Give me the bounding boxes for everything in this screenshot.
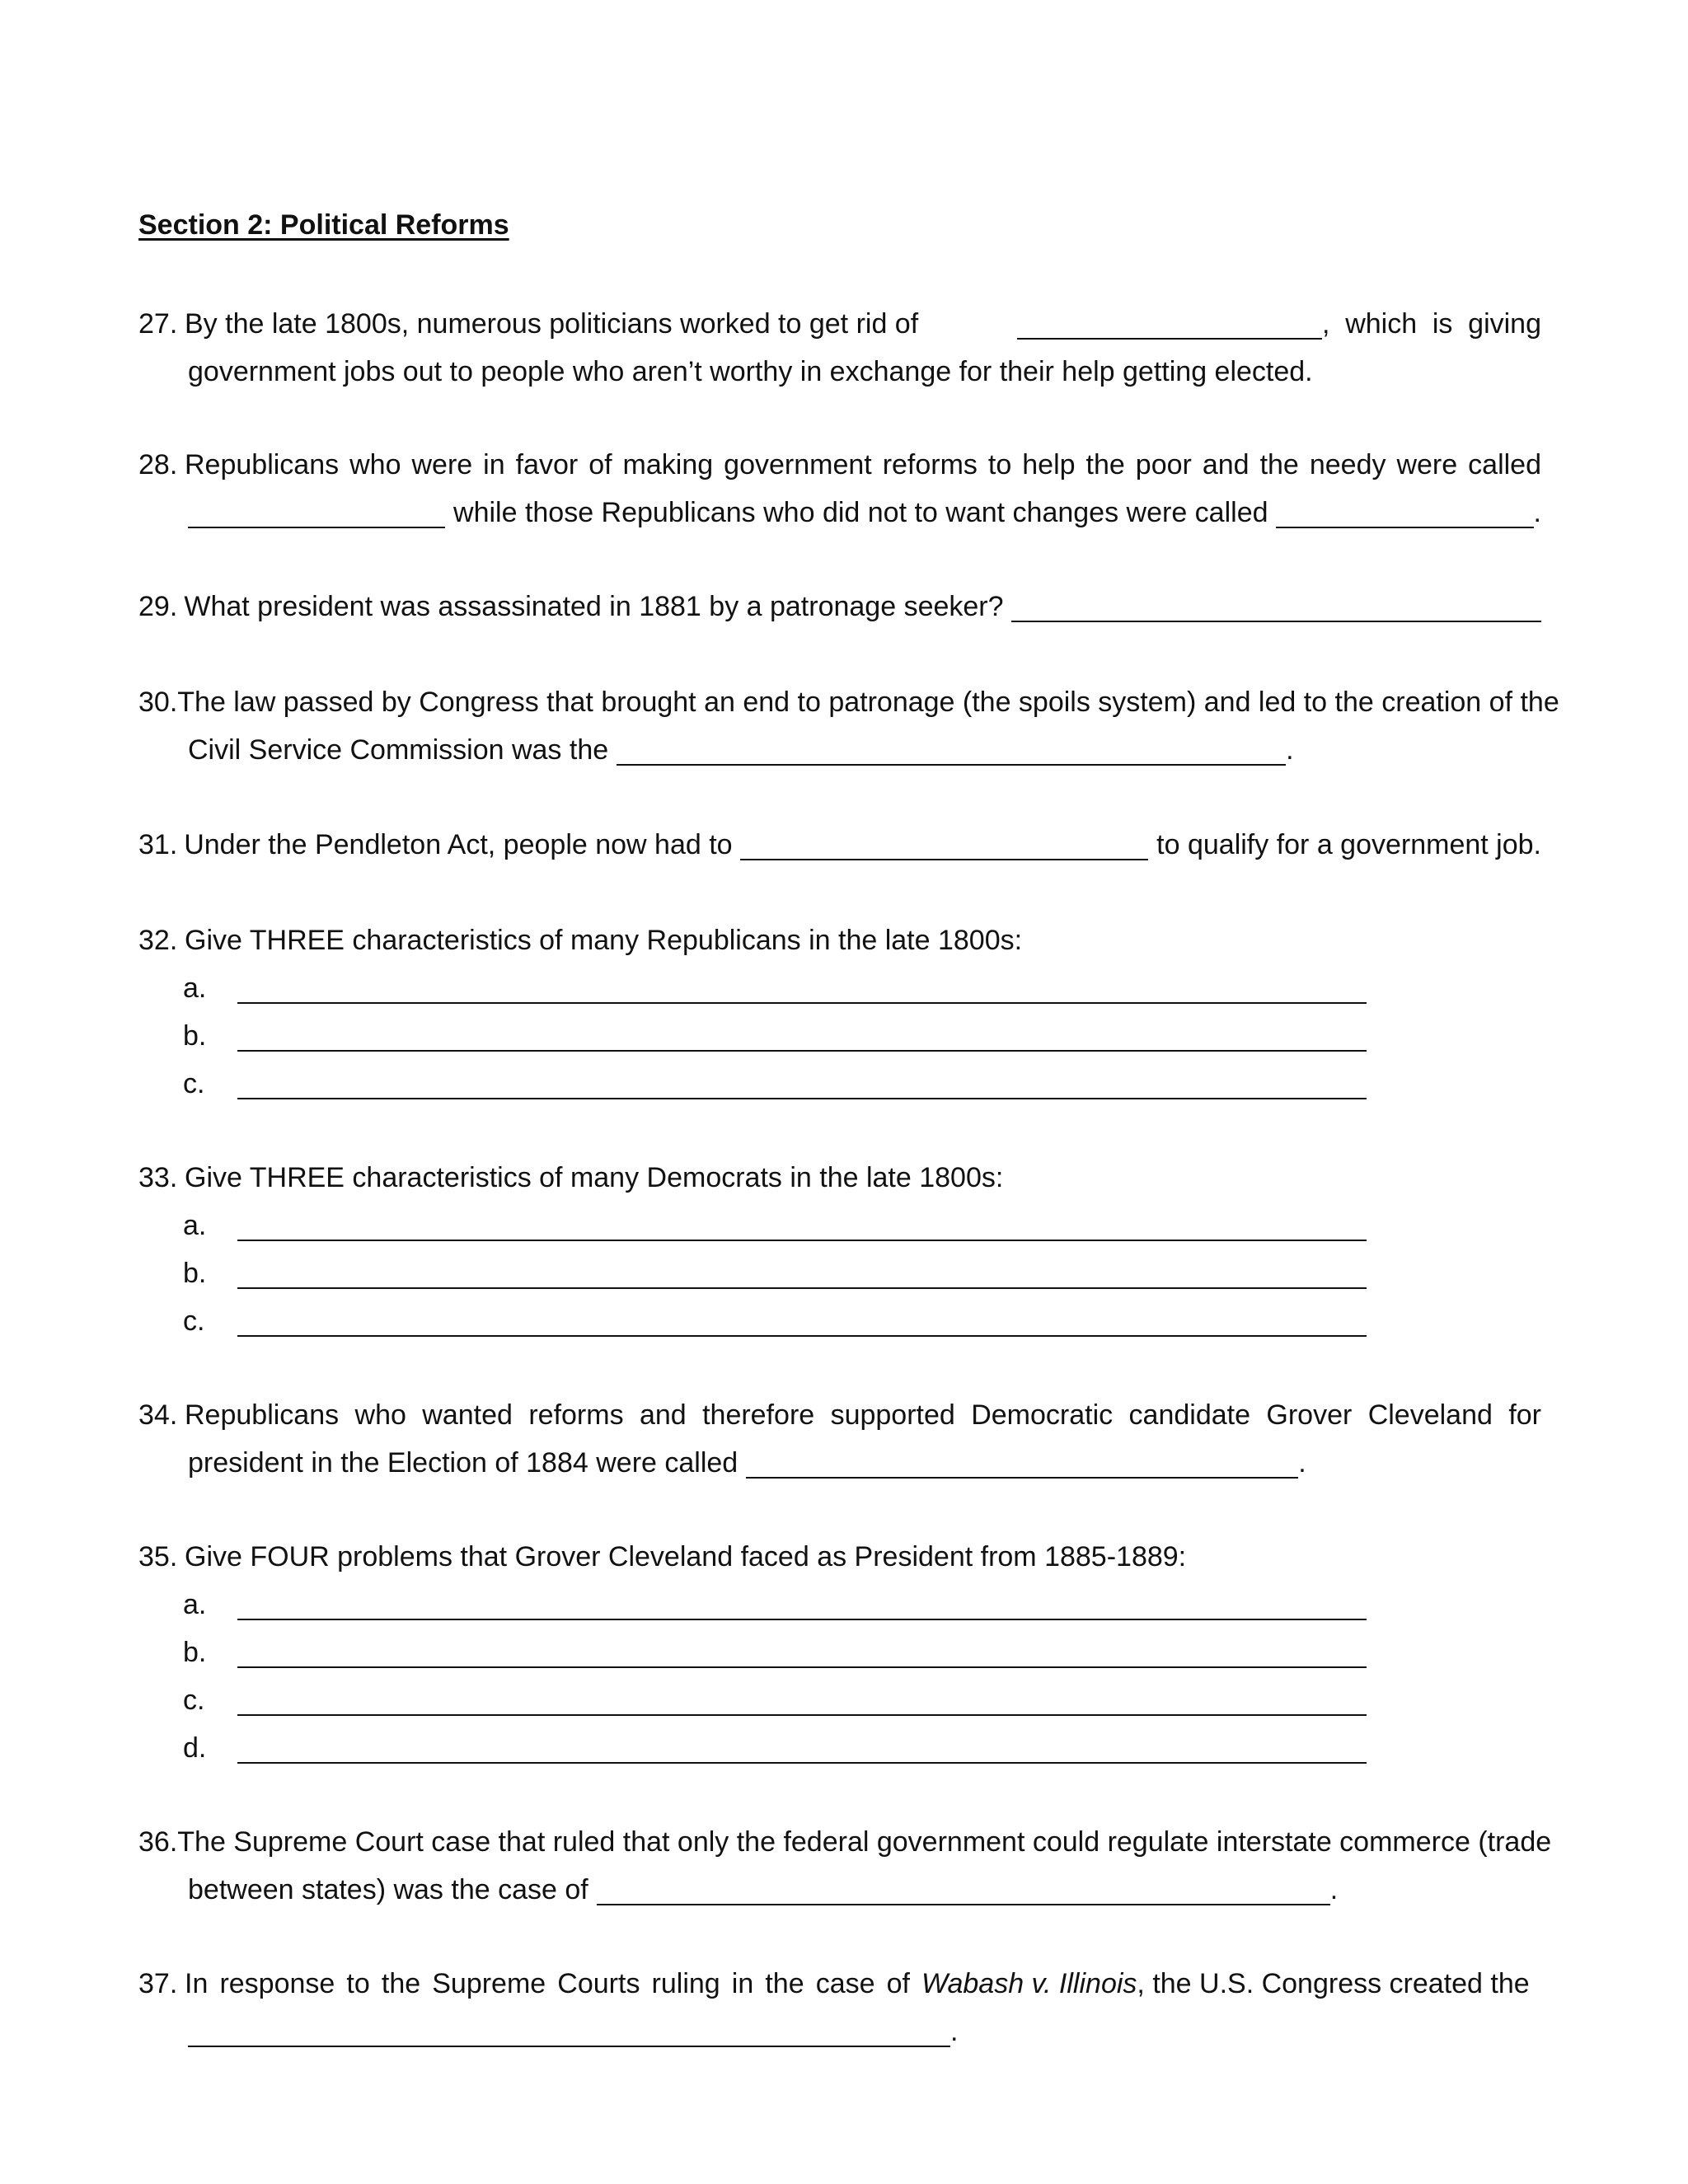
answer-blank[interactable] [188,2045,950,2047]
question-text: while those Republicans who did not to want changes were called [453,497,1268,528]
item-label: b. [183,1258,207,1289]
answer-row [138,1724,1541,1772]
period: . [950,2016,959,2047]
question-text: Republicans who wanted reforms and therefore supported Democratic candidate Grover Cleveland for [185,1399,1541,1431]
question-text: The law passed by Congress that brought an end to patronage (the spoils system) and led to the creation of the [177,687,1559,718]
section-title: Section 2: Political Reforms [138,209,509,241]
answer-row [138,1629,1541,1676]
answer-line[interactable] [237,1666,1367,1668]
item-label: a. [183,1589,207,1620]
item-label: b. [183,1637,207,1668]
question-29 [138,583,1541,630]
question-text-tail [910,1960,1541,2008]
answer-row [138,1249,1541,1297]
answer-blank[interactable] [617,763,1286,766]
answer-blank[interactable] [1011,620,1541,622]
question-35 [138,1533,1541,1772]
item-label: c. [183,1305,205,1337]
question-number: 33. [138,1162,178,1193]
question-text: Under the Pendleton Act, people now had to [184,829,733,860]
answer-row [138,1581,1541,1629]
answer-line[interactable] [237,1286,1367,1289]
period: . [1329,1874,1339,1905]
answer-blank[interactable] [1017,337,1322,340]
item-label: c. [183,1068,205,1099]
item-label: b. [183,1020,207,1052]
question-text: , the U.S. Congress created the [1137,1968,1530,1999]
answer-row [138,1676,1541,1724]
item-label: d. [183,1732,207,1764]
item-label: c. [183,1685,205,1716]
period: . [1298,1447,1306,1479]
question-number: 32. [138,925,178,956]
question-text: Give THREE characteristics of many Republicans in the late 1800s: [185,925,1023,956]
question-number: 28. [138,449,178,480]
question-number: 30. [138,687,178,718]
question-text: What president was assassinated in 1881 by a patronage seeker? [184,591,1004,622]
question-text: Give FOUR problems that Grover Cleveland faced as President from 1885-1889: [185,1541,1187,1572]
case-name: Wabash v. Illinois [921,1968,1137,1999]
question-text: In response to the Supreme Courts ruling in the case of [185,1968,910,1999]
question-number: 31. [138,829,178,860]
answer-blank-progressives[interactable] [188,526,445,528]
question-text-line [185,1960,1541,2008]
question-text: Civil Service Commission was the [188,734,609,766]
answer-line[interactable] [237,1761,1367,1764]
question-number: 37. [138,1968,178,1999]
answer-line[interactable] [237,1239,1367,1241]
answer-line[interactable] [237,1001,1367,1004]
answer-blank-stalwarts[interactable] [1276,526,1533,528]
question-30 [138,678,1559,774]
period: . [1533,497,1541,528]
period: . [1286,734,1294,766]
answer-row [138,964,1541,1012]
question-34 [138,1391,1541,1487]
question-number: 35. [138,1541,178,1572]
answer-row [138,1202,1541,1249]
answer-blank[interactable] [597,1903,1330,1905]
question-36 [138,1818,1552,1914]
question-37 [138,1960,1541,2055]
answer-line[interactable] [237,1097,1367,1099]
question-28 [138,441,1541,537]
question-text: between states) was the case of [188,1874,588,1905]
question-32 [138,916,1541,1108]
question-text: The Supreme Court case that ruled that only the federal government could regulate interstate commerce (trade [177,1826,1552,1858]
answer-line[interactable] [237,1713,1367,1716]
question-number: 34. [138,1399,178,1431]
question-number: 36. [138,1826,178,1858]
question-text: Give THREE characteristics of many Democrats in the late 1800s: [185,1162,1004,1193]
question-text: government jobs out to people who aren’t worthy in exchange for their help getting elected. [188,356,1313,387]
question-27 [138,300,1541,396]
question-text: , which is giving [1322,308,1541,340]
question-text: president in the Election of 1884 were called [188,1447,738,1479]
answer-row [138,1060,1541,1108]
question-33 [138,1154,1541,1345]
question-number: 27. [138,308,178,340]
question-number: 29. [138,591,178,622]
answer-line[interactable] [237,1334,1367,1337]
answer-line[interactable] [237,1049,1367,1052]
item-label: a. [183,1210,207,1241]
question-31 [138,821,1541,869]
answer-line[interactable] [237,1618,1367,1620]
answer-blank[interactable] [740,858,1148,860]
answer-row [138,1012,1541,1060]
question-text: By the late 1800s, numerous politicians worked to get rid of [185,308,919,340]
answer-row [138,1297,1541,1345]
item-label: a. [183,972,207,1004]
answer-blank[interactable] [746,1476,1298,1479]
question-text: to qualify for a government job. [1156,829,1541,860]
question-text: Republicans who were in favor of making government reforms to help the poor and the needy were called [185,449,1541,480]
